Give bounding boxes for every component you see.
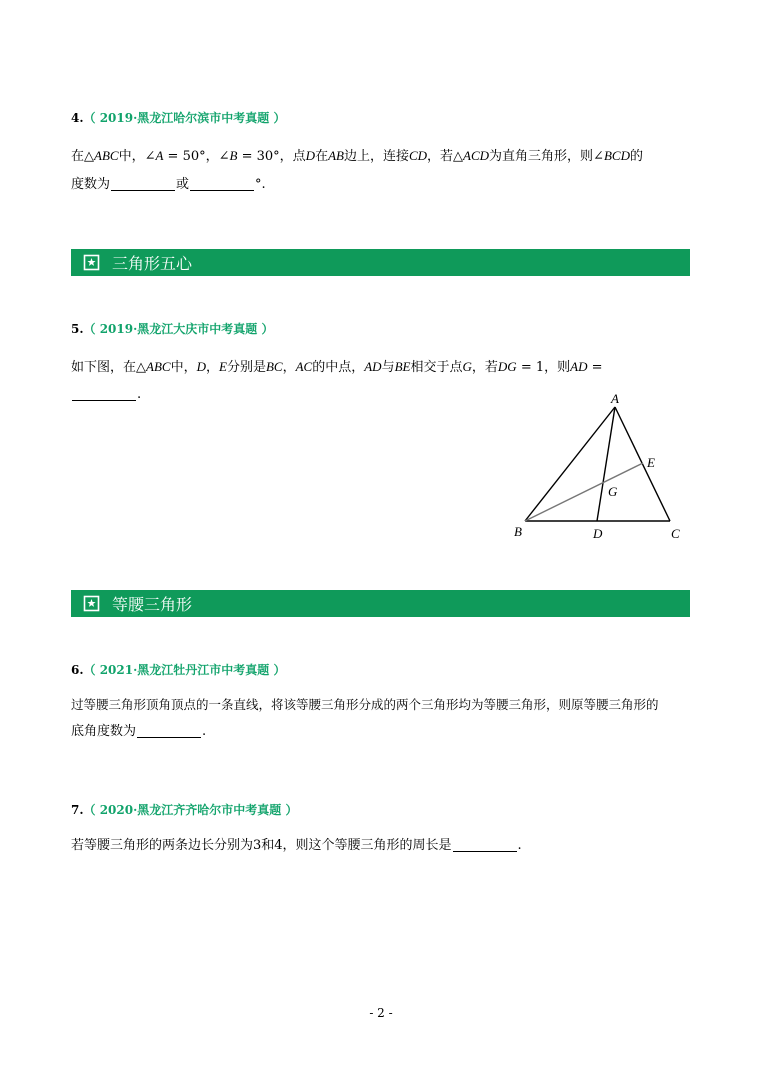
q5-text: 的中点， bbox=[312, 360, 365, 375]
q5-text: = bbox=[587, 360, 603, 375]
q6-header bbox=[71, 661, 285, 678]
q5-text: 相交于点 bbox=[410, 360, 463, 375]
q5-math: D bbox=[196, 359, 206, 374]
q4-line1 bbox=[71, 147, 643, 166]
q5-source: （ 2019·黑龙江大庆市中考真题 ） bbox=[83, 322, 274, 336]
q5-text: ， bbox=[205, 360, 219, 375]
q6-number: 6. bbox=[71, 663, 84, 677]
q5-text: 如下图，在△ bbox=[71, 360, 146, 375]
q5-text: 分别是 bbox=[226, 360, 266, 375]
q4-math: AB bbox=[328, 148, 344, 163]
q5-math: AC bbox=[295, 359, 313, 374]
q4-line2 bbox=[71, 176, 266, 194]
q4-text: 边上，连接 bbox=[343, 149, 409, 164]
q4-math: CD bbox=[408, 148, 428, 163]
q7-text: . bbox=[517, 838, 522, 853]
q6-text: . bbox=[202, 724, 207, 739]
q7-text: 若等腰三角形的两条边长分别为3和4，则这个等腰三角形的周长是 bbox=[71, 838, 452, 853]
q5-math: BE bbox=[394, 359, 411, 374]
q5-number: 5. bbox=[71, 322, 84, 336]
q4-math: A bbox=[155, 148, 164, 163]
q7-number: 7. bbox=[71, 803, 84, 817]
q5-math: ABC bbox=[146, 359, 171, 374]
label-b: B bbox=[514, 524, 522, 539]
answer-blank[interactable] bbox=[72, 386, 136, 401]
q4-text: 在 bbox=[315, 149, 329, 164]
q4-text: 或 bbox=[176, 177, 190, 192]
section-banner-triangle-centers bbox=[71, 249, 690, 276]
q4-text: 度数为 bbox=[71, 177, 111, 192]
q6-line2 bbox=[71, 723, 206, 741]
q5-text: ， bbox=[282, 360, 296, 375]
q5-math: AD bbox=[570, 359, 588, 374]
label-a: A bbox=[611, 391, 619, 406]
q4-text: °. bbox=[255, 177, 266, 192]
label-c: C bbox=[671, 526, 680, 541]
q7-header bbox=[71, 801, 297, 818]
q4-text: = 50°，∠ bbox=[163, 149, 230, 164]
label-e: E bbox=[647, 455, 655, 470]
q5-header bbox=[71, 320, 273, 337]
q7-source: （ 2020·黑龙江齐齐哈尔市中考真题 ） bbox=[83, 803, 298, 817]
q4-text: 的 bbox=[629, 149, 643, 164]
answer-blank[interactable] bbox=[453, 837, 517, 852]
q4-text: ，若△ bbox=[427, 149, 464, 164]
answer-blank[interactable] bbox=[137, 723, 201, 738]
q5-text: ，若 bbox=[471, 360, 498, 375]
q4-math: BCD bbox=[603, 148, 630, 163]
label-g: G bbox=[608, 484, 618, 499]
bookmark-star-icon bbox=[83, 595, 100, 612]
median-be bbox=[525, 463, 643, 521]
q4-text: = 30°，点 bbox=[237, 149, 306, 164]
q5-text: = 1，则 bbox=[516, 360, 571, 375]
q5-math: G bbox=[462, 359, 472, 374]
q5-text: 中， bbox=[170, 360, 197, 375]
q4-math: ACD bbox=[463, 148, 490, 163]
q4-math: B bbox=[229, 148, 238, 163]
q4-number: 4. bbox=[71, 111, 84, 125]
q5-text: . bbox=[137, 387, 142, 402]
q4-text: 在△ bbox=[71, 149, 94, 164]
triangle-figure bbox=[505, 385, 690, 545]
q4-math: D bbox=[305, 148, 316, 163]
section-banner-isosceles bbox=[71, 590, 690, 617]
q4-text: 中，∠ bbox=[118, 149, 156, 164]
answer-blank[interactable] bbox=[111, 176, 175, 191]
q4-math: ABC bbox=[94, 148, 119, 163]
median-ad bbox=[597, 407, 615, 521]
q4-header bbox=[71, 109, 285, 126]
answer-blank[interactable] bbox=[190, 176, 254, 191]
page-number: - 2 - bbox=[369, 1006, 393, 1020]
section-title: 三角形五心 bbox=[112, 254, 193, 273]
bookmark-star-icon bbox=[83, 254, 100, 271]
label-d: D bbox=[593, 526, 603, 541]
section-title: 等腰三角形 bbox=[112, 595, 193, 614]
q6-text: 底角度数为 bbox=[71, 724, 137, 739]
q5-line2 bbox=[71, 386, 141, 404]
q5-math: AD bbox=[364, 359, 382, 374]
q4-source: （ 2019·黑龙江哈尔滨市中考真题 ） bbox=[83, 111, 286, 125]
q6-line1: 过等腰三角形顶角顶点的一条直线，将该等腰三角形分成的两个三角形均为等腰三角形，则原等腰三角形的 bbox=[71, 697, 659, 712]
q5-text: 与 bbox=[381, 360, 395, 375]
q5-math: DG bbox=[497, 359, 517, 374]
q5-math: E bbox=[218, 359, 227, 374]
q5-math: BC bbox=[265, 359, 283, 374]
q7-line1 bbox=[71, 837, 522, 855]
side-ab bbox=[525, 407, 615, 521]
q4-text: 为直角三角形，则∠ bbox=[489, 149, 604, 164]
q6-source: （ 2021·黑龙江牡丹江市中考真题 ） bbox=[83, 663, 286, 677]
q5-line1 bbox=[71, 358, 603, 377]
